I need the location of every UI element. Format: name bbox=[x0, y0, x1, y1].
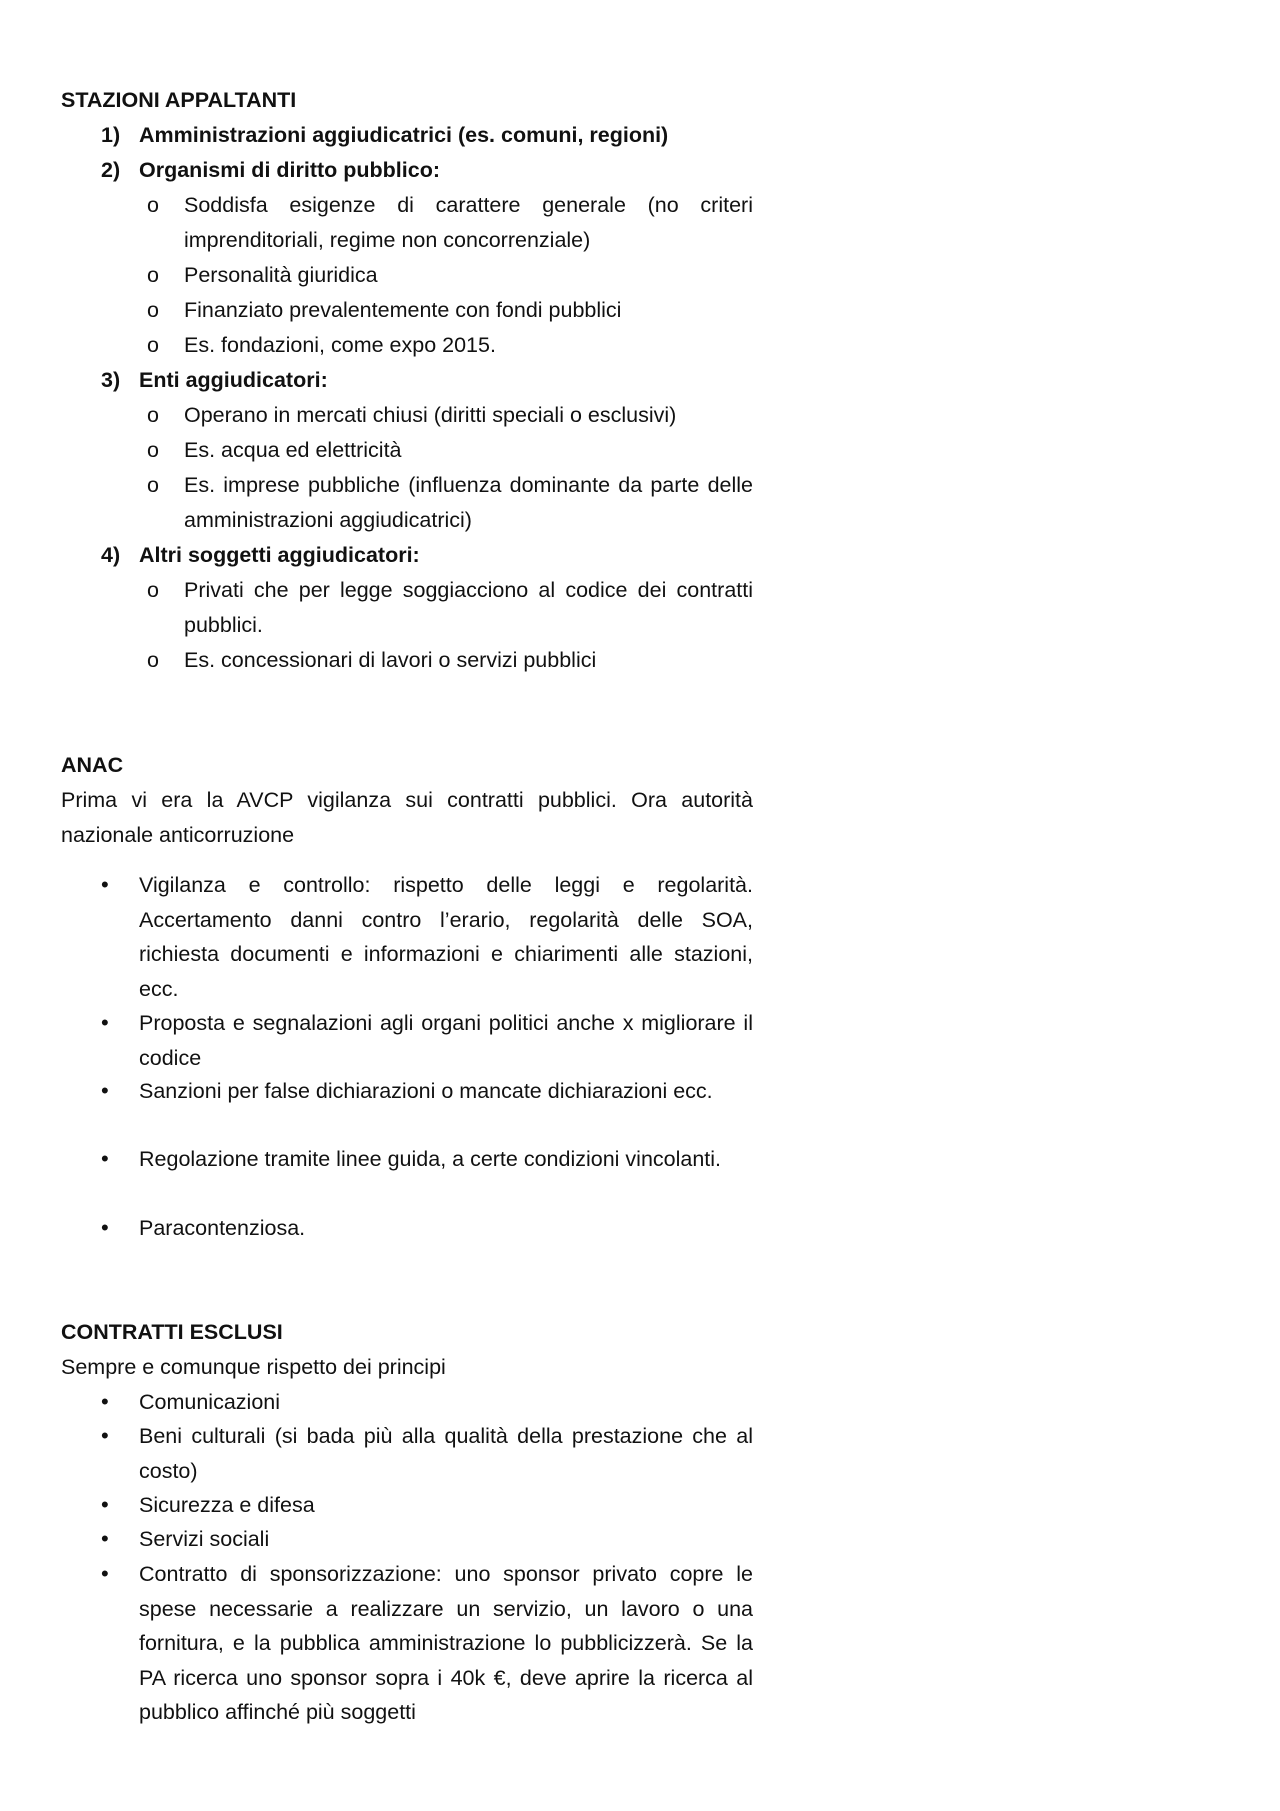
contratti-bullet-item: Comunicazioni bbox=[139, 1390, 281, 1414]
bullet-marker: • bbox=[101, 1215, 109, 1240]
anac-bullet-item: Paracontenziosa. bbox=[139, 1216, 306, 1240]
sub-bullet-marker: o bbox=[147, 263, 159, 287]
bullet-marker: • bbox=[101, 1389, 109, 1414]
contratti-bullet-item: Contratto di sponsorizzazione: uno sponsor privato copre le spese necessarie a realizzare un servizio, un lavoro o una fornitura, e la pubblica amministrazione lo pubblicizzerà. Se la PA ricerca uno sponsor sopra i 40k €, deve aprire la ricerca al pubblico affinché più soggetti bbox=[139, 1562, 753, 1724]
sub-list-item: Es. acqua ed elettricità bbox=[184, 438, 402, 462]
bullet-marker: • bbox=[101, 1146, 109, 1171]
anac-bullet-item: Regolazione tramite linee guida, a certe condizioni vincolanti. bbox=[139, 1147, 722, 1171]
list-item-amministrazioni: Amministrazioni aggiudicatrici (es. comuni, regioni) bbox=[139, 123, 669, 147]
bullet-marker: • bbox=[101, 1526, 109, 1551]
list-number: 2) bbox=[101, 158, 121, 182]
anac-bullet-item: Proposta e segnalazioni agli organi politici anche x migliorare il codice bbox=[139, 1011, 753, 1070]
sub-list-item: Privati che per legge soggiacciono al codice dei contratti pubblici. bbox=[184, 578, 753, 637]
contratti-intro: Sempre e comunque rispetto dei principi bbox=[61, 1355, 446, 1379]
sub-bullet-marker: o bbox=[147, 193, 159, 217]
sub-bullet-marker: o bbox=[147, 403, 159, 427]
list-number: 3) bbox=[101, 368, 121, 392]
sub-list-item: Operano in mercati chiusi (diritti speciali o esclusivi) bbox=[184, 403, 677, 427]
anac-bullet-item: Sanzioni per false dichiarazioni o mancate dichiarazioni ecc. bbox=[139, 1079, 713, 1103]
bullet-marker: • bbox=[101, 1492, 109, 1517]
contratti-bullet-item: Beni culturali (si bada più alla qualità della prestazione che al costo) bbox=[139, 1424, 753, 1483]
bullet-marker: • bbox=[101, 872, 109, 897]
sub-list-item: Es. imprese pubbliche (influenza dominante da parte delle amministrazioni aggiudicatrici) bbox=[184, 473, 753, 532]
bullet-marker: • bbox=[101, 1010, 109, 1035]
sub-bullet-marker: o bbox=[147, 298, 159, 322]
sub-list-item: Personalità giuridica bbox=[184, 263, 378, 287]
sub-list-item: Finanziato prevalentemente con fondi pubblici bbox=[184, 298, 622, 322]
bullet-marker: • bbox=[101, 1078, 109, 1103]
list-item-organismi: Organismi di diritto pubblico: bbox=[139, 158, 440, 182]
anac-intro: Prima vi era la AVCP vigilanza sui contratti pubblici. Ora autorità nazionale anticorruzione bbox=[61, 788, 753, 847]
section-title-stazioni: STAZIONI APPALTANTI bbox=[61, 88, 297, 112]
section-title-anac: ANAC bbox=[61, 753, 124, 777]
sub-bullet-marker: o bbox=[147, 438, 159, 462]
sub-list-item: Es. concessionari di lavori o servizi pubblici bbox=[184, 648, 597, 672]
list-item-altri: Altri soggetti aggiudicatori: bbox=[139, 543, 420, 567]
contratti-bullet-item: Sicurezza e difesa bbox=[139, 1493, 315, 1517]
sub-list-item: Es. fondazioni, come expo 2015. bbox=[184, 333, 496, 357]
sub-list-item: Soddisfa esigenze di carattere generale (no criteri imprenditoriali, regime non concorrenziale) bbox=[184, 193, 753, 252]
sub-bullet-marker: o bbox=[147, 473, 159, 497]
section-title-contratti: CONTRATTI ESCLUSI bbox=[61, 1320, 283, 1344]
list-number: 1) bbox=[101, 123, 121, 147]
bullet-marker: • bbox=[101, 1423, 109, 1448]
anac-bullet-item: Vigilanza e controllo: rispetto delle leggi e regolarità. Accertamento danni contro l’erario, regolarità delle SOA, richiesta documenti e informazioni e chiarimenti alle stazioni, ecc. bbox=[139, 873, 753, 1001]
list-item-enti: Enti aggiudicatori: bbox=[139, 368, 328, 392]
list-number: 4) bbox=[101, 543, 121, 567]
bullet-marker: • bbox=[101, 1561, 109, 1586]
contratti-bullet-item: Servizi sociali bbox=[139, 1527, 270, 1551]
sub-bullet-marker: o bbox=[147, 333, 159, 357]
sub-bullet-marker: o bbox=[147, 648, 159, 672]
sub-bullet-marker: o bbox=[147, 578, 159, 602]
